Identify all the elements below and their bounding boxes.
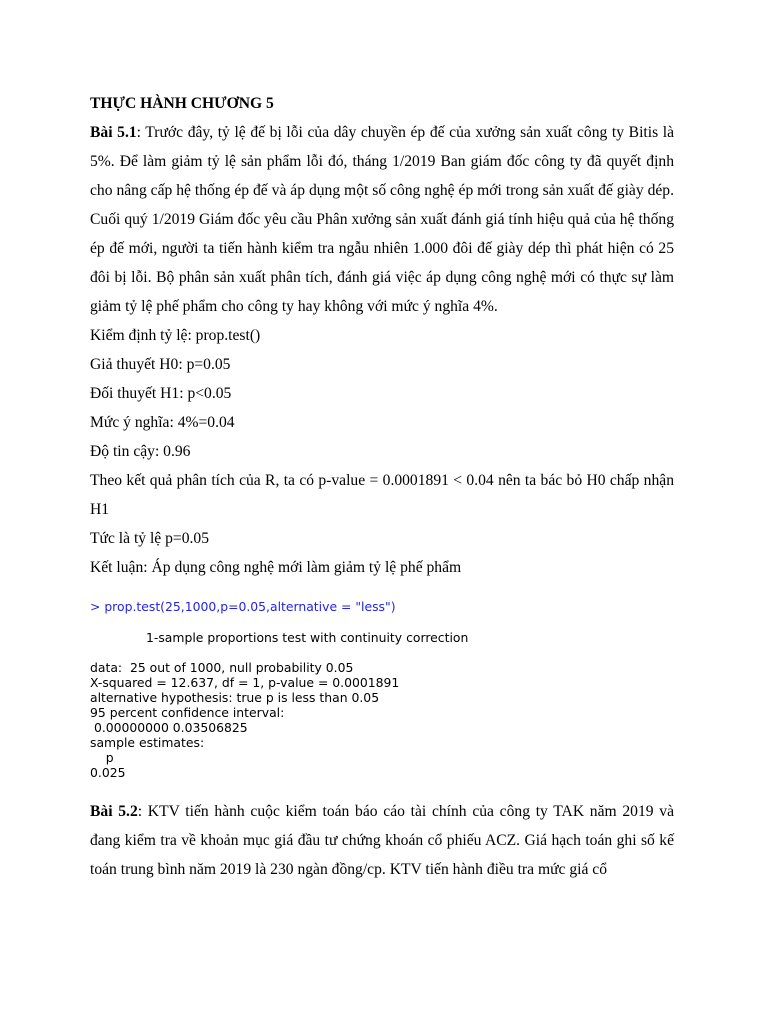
- exercise-5-2-label: Bài 5.2: [90, 803, 138, 820]
- test-method: Kiểm định tỷ lệ: prop.test(): [90, 327, 261, 344]
- confidence-level: Độ tin cậy: 0.96: [90, 443, 191, 460]
- r-output-line: p: [90, 750, 114, 765]
- r-output-line: alternative hypothesis: true p is less than 0.05: [90, 690, 380, 705]
- exercise-5-1-text: : Trước đây, tỷ lệ đế bị lỗi của dây chuyền ép đế của xưởng sản xuất công ty Bitis là 5%. Để làm giảm tỷ lệ sản phẩm lỗi đó, tháng 1/2019 Ban giám đốc công ty đã quyết định cho nâng cấp hệ thống ép đế và áp dụng một số công nghệ ép mới trong sản xuất đế giày dép. Cuối quý 1/2019 Giám đốc yêu cầu Phân xưởng sản xuất đánh giá tính hiệu quả của hệ thống ép đế mới, người ta tiến hành kiểm tra ngẫu nhiên 1.000 đôi đế giày dép thì phát hiện có 25 đôi bị lỗi. Bộ phân sản xuất phân tích, đánh giá việc áp dụng công nghệ mới có thực sự làm giảm tỷ lệ phế phẩm cho công ty hay không với mức ý nghĩa 4%.: [90, 124, 675, 315]
- r-output-line: 95 percent confidence interval:: [90, 705, 285, 720]
- exercise-5-2-text: : KTV tiến hành cuộc kiểm toán báo cáo tài chính của công ty TAK năm 2019 và đang kiểm tra về khoản mục giá đầu tư chứng khoán cổ phiếu ACZ. Giá hạch toán ghi số kế toán trung bình năm 2019 là 230 ngàn đồng/cp. KTV tiến hành điều tra mức giá cổ: [90, 803, 674, 878]
- r-output-line: sample estimates:: [90, 735, 205, 750]
- null-hypothesis: Giả thuyết H0: p=0.05: [90, 356, 231, 373]
- exercise-5-1-label: Bài 5.1: [90, 124, 137, 141]
- alternative-hypothesis: Đối thuyết H1: p<0.05: [90, 385, 232, 402]
- document-body: [90, 89, 674, 884]
- analysis-result: Theo kết quả phân tích của R, ta có p-value = 0.0001891 < 0.04 nên ta bác bỏ H0 chấp nhận H1: [90, 472, 674, 518]
- r-output-line: 0.025: [90, 765, 126, 780]
- r-command: > prop.test(25,1000,p=0.05,alternative = "less"): [90, 599, 396, 614]
- exercise-5-2-paragraph: [90, 797, 674, 884]
- r-output-line: X-squared = 12.637, df = 1, p-value = 0.0001891: [90, 675, 400, 690]
- r-output-line: 0.00000000 0.03506825: [90, 720, 248, 735]
- r-console-output: [90, 599, 674, 780]
- conclusion: Kết luận: Áp dụng công nghệ mới làm giảm tỷ lệ phế phẩm: [90, 559, 462, 576]
- significance-level: Mức ý nghĩa: 4%=0.04: [90, 414, 235, 431]
- result-meaning: Tức là tỷ lệ p=0.05: [90, 530, 210, 547]
- r-test-title: 1-sample proportions test with continuity correction: [146, 630, 469, 645]
- exercise-5-1-paragraph: [90, 118, 674, 321]
- section-title: THỰC HÀNH CHƯƠNG 5: [90, 95, 274, 112]
- r-output-line: data: 25 out of 1000, null probability 0.05: [90, 660, 354, 675]
